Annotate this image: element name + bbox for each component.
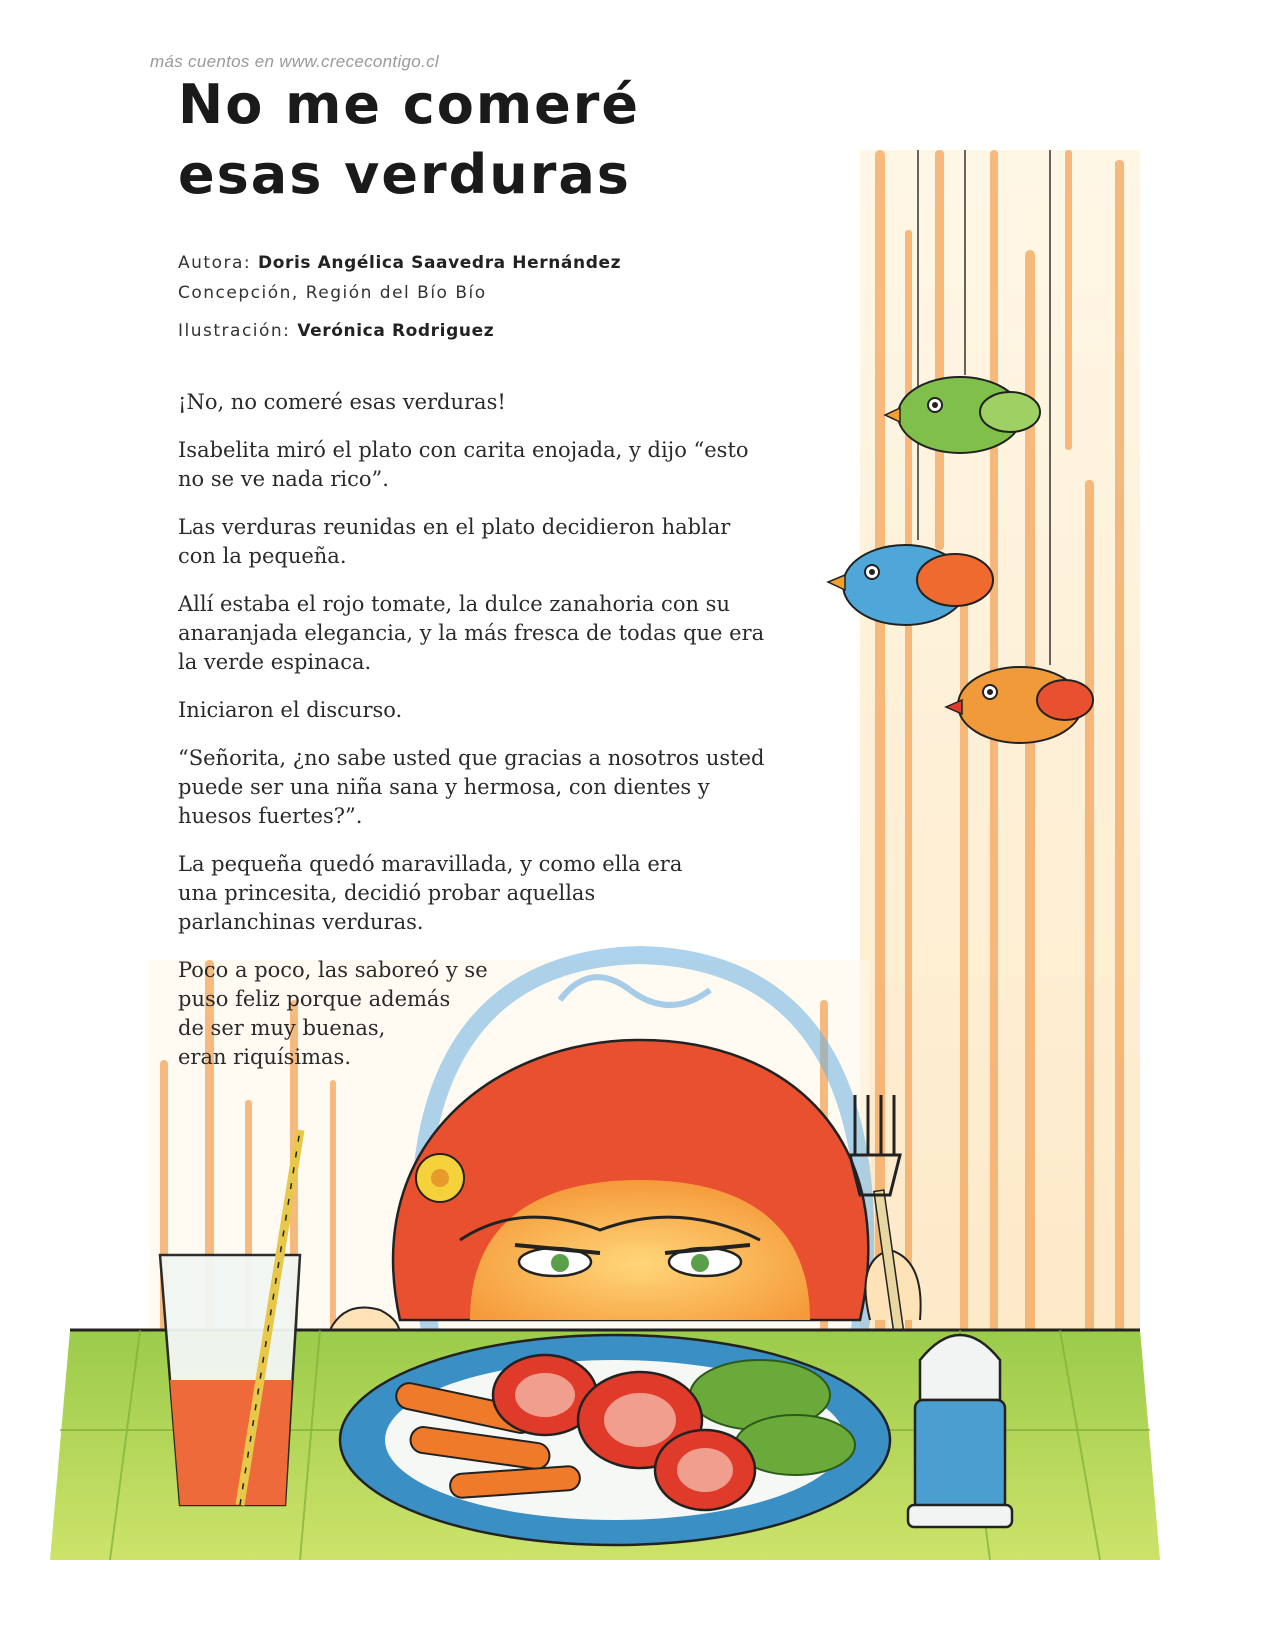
story-paragraph-8 (178, 956, 778, 1072)
story-text (178, 388, 778, 1091)
story-title (178, 70, 640, 210)
story-line: parlanchinas verduras. (178, 910, 424, 934)
story-line: de ser muy buenas, (178, 1016, 386, 1040)
story-line: una princesita, decidió probar aquellas (178, 881, 596, 905)
story-line: con la pequeña. (178, 544, 347, 568)
author-credit (178, 248, 621, 278)
story-paragraph-1 (178, 388, 778, 417)
story-line: La pequeña quedó maravillada, y como ella era (178, 852, 683, 876)
story-line: Las verduras reunidas en el plato decidieron hablar (178, 515, 731, 539)
salt-shaker (908, 1335, 1012, 1527)
story-paragraph-6 (178, 744, 778, 831)
story-line: ¡No, no comeré esas verduras! (178, 390, 506, 414)
story-line: puso feliz porque además (178, 987, 451, 1011)
story-line: “Señorita, ¿no sabe usted que gracias a nosotros usted (178, 746, 765, 770)
story-title-line-2: esas verduras (178, 143, 631, 206)
story-paragraph-3 (178, 513, 778, 571)
story-credits (178, 248, 621, 346)
story-line: Poco a poco, las saboreó y se (178, 958, 488, 982)
story-paragraph-2 (178, 436, 778, 494)
story-title-line-1: No me comeré (178, 73, 641, 136)
vegetable-plate (340, 1335, 890, 1545)
story-line: la verde espinaca. (178, 650, 372, 674)
story-line: anaranjada elegancia, y la más fresca de todas que era (178, 621, 765, 645)
story-line: puede ser una niña sana y hermosa, con dientes y (178, 775, 710, 799)
illustrator-credit (178, 316, 621, 346)
author-label: Autora: (178, 253, 252, 273)
story-line: no se ve nada rico”. (178, 467, 389, 491)
story-line: Iniciaron el discurso. (178, 698, 403, 722)
story-line: Isabelita miró el plato con carita enojada, y dijo “esto (178, 438, 749, 462)
site-url: más cuentos en www.crececontigo.cl (150, 52, 439, 71)
story-paragraph-5 (178, 696, 778, 725)
author-location: Concepción, Región del Bío Bío (178, 283, 487, 303)
story-paragraph-7 (178, 850, 778, 937)
story-line: eran riquísimas. (178, 1045, 352, 1069)
story-line: huesos fuertes?”. (178, 804, 363, 828)
story-line: Allí estaba el rojo tomate, la dulce zanahoria con su (178, 592, 730, 616)
story-paragraph-4 (178, 590, 778, 677)
illustrator-label: Ilustración: (178, 321, 291, 341)
author-name: Doris Angélica Saavedra Hernández (258, 253, 622, 273)
illustrator-name: Verónica Rodriguez (297, 321, 495, 341)
